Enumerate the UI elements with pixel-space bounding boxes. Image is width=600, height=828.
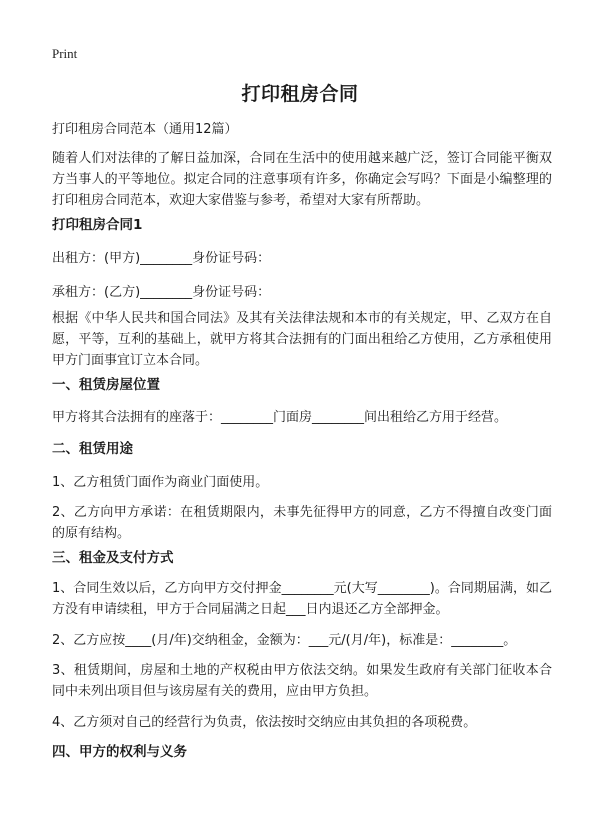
rent-item-2: 2、乙方应按____(月/年)交纳租金，金额为：___元/(月/年)，标准是：________。 — [52, 633, 517, 648]
lessor-line: 出租方：(甲方)________身份证号码： — [52, 251, 271, 266]
page-title: 打印租房合同 — [241, 83, 359, 105]
rent-item-1: 1、合同生效以后，乙方向甲方交付押金________元(大写________)。合同期届满，如乙方没有申请续租，甲方于合同届满之日起___日内退还乙方全部押金。 — [52, 581, 552, 617]
print-link[interactable]: Print — [52, 46, 78, 61]
location-paragraph: 甲方将其合法拥有的座落于：________门面房________间出租给乙方用于经营。 — [52, 410, 508, 425]
section-title: 打印租房合同1 — [52, 217, 143, 233]
use-item-2: 2、乙方向甲方承诺：在租赁期限内，未事先征得甲方的同意，乙方不得擅自改变门面的原有结构。 — [52, 505, 552, 541]
basis-paragraph: 根据《中华人民共和国合同法》及其有关法律法规和本市的有关规定，甲、乙双方在自愿，平等，互利的基础上，就甲方将其合法拥有的门面出租给乙方使用，乙方承租使用甲方门面事宜订立本合同。 — [52, 311, 552, 368]
intro-paragraph: 随着人们对法律的了解日益加深，合同在生活中的使用越来越广泛，签订合同能平衡双方当事人的平等地位。拟定合同的注意事项有许多，你确定会写吗？下面是小编整理的打印租房合同范本，欢迎大家借鉴与参考，希望对大家有所帮助。 — [52, 151, 552, 208]
heading-use: 二、租赁用途 — [52, 441, 133, 457]
heading-lessor-rights: 四、甲方的权利与义务 — [52, 744, 187, 760]
heading-rent: 三、租金及支付方式 — [52, 550, 174, 566]
use-item-1: 1、乙方租赁门面作为商业门面使用。 — [52, 475, 269, 490]
heading-location: 一、租赁房屋位置 — [52, 377, 160, 393]
lessee-line: 承租方：(乙方)________身份证号码： — [52, 285, 271, 300]
rent-item-3: 3、租赁期间，房屋和土地的产权税由甲方依法交纳。如果发生政府有关部门征收本合同中未列出项目但与该房屋有关的费用，应由甲方负担。 — [52, 663, 552, 699]
rent-item-4: 4、乙方须对自己的经营行为负责，依法按时交纳应由其负担的各项税费。 — [52, 715, 477, 730]
subtitle: 打印租房合同范本（通用12篇） — [52, 122, 238, 137]
